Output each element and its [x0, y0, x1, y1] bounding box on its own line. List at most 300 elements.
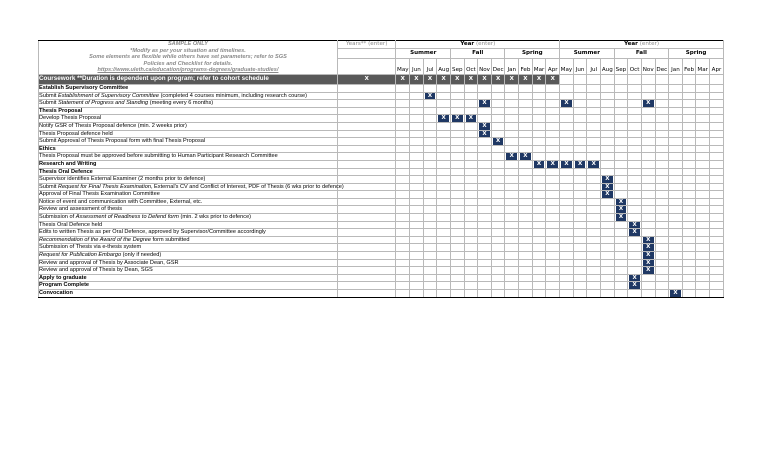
task-month-cell[interactable]: [546, 138, 560, 146]
task-month-cell[interactable]: [669, 259, 683, 267]
task-month-cell[interactable]: [696, 183, 710, 191]
task-month-cell[interactable]: [464, 130, 478, 138]
task-month-cell[interactable]: [437, 138, 451, 146]
task-month-cell[interactable]: [587, 191, 601, 199]
task-month-cell[interactable]: [491, 206, 505, 214]
task-month-cell[interactable]: [614, 259, 628, 267]
task-month-cell[interactable]: [560, 92, 574, 100]
task-month-cell[interactable]: [560, 259, 574, 267]
coursework-month-cell[interactable]: [601, 74, 615, 84]
task-month-cell[interactable]: [601, 290, 615, 298]
task-month-cell[interactable]: [464, 160, 478, 168]
task-years-cell[interactable]: [337, 92, 396, 100]
task-month-cell[interactable]: [532, 244, 546, 252]
task-month-cell[interactable]: [587, 100, 601, 108]
task-month-cell[interactable]: [696, 236, 710, 244]
task-month-cell[interactable]: [601, 84, 615, 92]
task-month-cell[interactable]: [464, 214, 478, 222]
task-month-cell[interactable]: [614, 84, 628, 92]
task-month-cell[interactable]: [478, 274, 492, 282]
task-month-cell[interactable]: [532, 160, 546, 168]
task-month-cell[interactable]: [655, 267, 669, 275]
task-month-cell[interactable]: [546, 107, 560, 115]
task-month-cell[interactable]: [628, 290, 642, 298]
task-month-cell[interactable]: [669, 191, 683, 199]
task-month-cell[interactable]: [669, 206, 683, 214]
task-month-cell[interactable]: [573, 191, 587, 199]
task-month-cell[interactable]: [573, 107, 587, 115]
task-month-cell[interactable]: [628, 138, 642, 146]
task-month-cell[interactable]: [628, 274, 642, 282]
task-month-cell[interactable]: [546, 153, 560, 161]
task-month-cell[interactable]: [532, 153, 546, 161]
task-years-cell[interactable]: [337, 145, 396, 153]
task-month-cell[interactable]: [478, 236, 492, 244]
task-month-cell[interactable]: [669, 107, 683, 115]
task-month-cell[interactable]: [628, 153, 642, 161]
task-month-cell[interactable]: [669, 92, 683, 100]
task-month-cell[interactable]: [614, 229, 628, 237]
task-month-cell[interactable]: [491, 145, 505, 153]
task-month-cell[interactable]: [437, 122, 451, 130]
task-month-cell[interactable]: [573, 84, 587, 92]
task-month-cell[interactable]: [423, 191, 437, 199]
task-month-cell[interactable]: [573, 252, 587, 260]
task-month-cell[interactable]: [410, 160, 424, 168]
task-month-cell[interactable]: [573, 160, 587, 168]
task-month-cell[interactable]: [464, 221, 478, 229]
task-month-cell[interactable]: [505, 252, 519, 260]
coursework-month-cell[interactable]: [505, 74, 519, 84]
task-month-cell[interactable]: [614, 290, 628, 298]
task-month-cell[interactable]: [641, 84, 655, 92]
task-month-cell[interactable]: [573, 221, 587, 229]
task-month-cell[interactable]: [450, 267, 464, 275]
task-month-cell[interactable]: [587, 198, 601, 206]
task-month-cell[interactable]: [682, 115, 696, 123]
task-month-cell[interactable]: [437, 84, 451, 92]
task-month-cell[interactable]: [396, 153, 410, 161]
task-month-cell[interactable]: [437, 282, 451, 290]
coursework-month-cell[interactable]: [587, 74, 601, 84]
task-month-cell[interactable]: [437, 252, 451, 260]
task-month-cell[interactable]: [450, 176, 464, 184]
task-month-cell[interactable]: [491, 198, 505, 206]
task-month-cell[interactable]: [423, 115, 437, 123]
task-month-cell[interactable]: [423, 229, 437, 237]
task-month-cell[interactable]: [478, 290, 492, 298]
task-month-cell[interactable]: [478, 107, 492, 115]
task-month-cell[interactable]: [450, 290, 464, 298]
task-month-cell[interactable]: [710, 221, 724, 229]
task-month-cell[interactable]: [505, 122, 519, 130]
task-month-cell[interactable]: [450, 122, 464, 130]
task-month-cell[interactable]: [628, 122, 642, 130]
task-month-cell[interactable]: [532, 115, 546, 123]
task-month-cell[interactable]: [437, 176, 451, 184]
task-month-cell[interactable]: [573, 236, 587, 244]
task-month-cell[interactable]: [601, 138, 615, 146]
task-month-cell[interactable]: [546, 84, 560, 92]
task-month-cell[interactable]: [491, 100, 505, 108]
task-month-cell[interactable]: [437, 229, 451, 237]
task-month-cell[interactable]: [682, 198, 696, 206]
task-month-cell[interactable]: [491, 122, 505, 130]
task-month-cell[interactable]: [396, 183, 410, 191]
task-month-cell[interactable]: [410, 282, 424, 290]
task-month-cell[interactable]: [423, 160, 437, 168]
task-month-cell[interactable]: [655, 122, 669, 130]
task-month-cell[interactable]: [710, 259, 724, 267]
task-month-cell[interactable]: [546, 214, 560, 222]
task-month-cell[interactable]: [546, 259, 560, 267]
task-month-cell[interactable]: [478, 214, 492, 222]
task-month-cell[interactable]: [682, 145, 696, 153]
task-month-cell[interactable]: [682, 153, 696, 161]
coursework-month-cell[interactable]: [491, 74, 505, 84]
task-month-cell[interactable]: [505, 236, 519, 244]
task-month-cell[interactable]: [423, 122, 437, 130]
task-month-cell[interactable]: [655, 198, 669, 206]
task-month-cell[interactable]: [587, 244, 601, 252]
task-month-cell[interactable]: [410, 122, 424, 130]
task-month-cell[interactable]: [696, 252, 710, 260]
task-month-cell[interactable]: [546, 145, 560, 153]
task-month-cell[interactable]: [450, 153, 464, 161]
task-month-cell[interactable]: [410, 206, 424, 214]
task-month-cell[interactable]: [669, 115, 683, 123]
task-month-cell[interactable]: [696, 244, 710, 252]
task-month-cell[interactable]: [641, 183, 655, 191]
task-month-cell[interactable]: [587, 290, 601, 298]
task-month-cell[interactable]: [560, 191, 574, 199]
task-month-cell[interactable]: [519, 214, 533, 222]
task-month-cell[interactable]: [641, 130, 655, 138]
task-month-cell[interactable]: [423, 100, 437, 108]
task-month-cell[interactable]: [423, 198, 437, 206]
task-month-cell[interactable]: [450, 191, 464, 199]
task-month-cell[interactable]: [573, 138, 587, 146]
task-month-cell[interactable]: [464, 84, 478, 92]
task-month-cell[interactable]: [655, 100, 669, 108]
task-month-cell[interactable]: [587, 122, 601, 130]
task-month-cell[interactable]: [573, 259, 587, 267]
task-month-cell[interactable]: [669, 267, 683, 275]
task-month-cell[interactable]: [587, 221, 601, 229]
task-month-cell[interactable]: [587, 183, 601, 191]
task-month-cell[interactable]: [641, 214, 655, 222]
task-month-cell[interactable]: [573, 130, 587, 138]
task-month-cell[interactable]: [532, 267, 546, 275]
task-month-cell[interactable]: [628, 191, 642, 199]
task-month-cell[interactable]: [519, 122, 533, 130]
task-month-cell[interactable]: [464, 198, 478, 206]
task-month-cell[interactable]: [710, 115, 724, 123]
task-month-cell[interactable]: [560, 100, 574, 108]
task-month-cell[interactable]: [396, 122, 410, 130]
task-month-cell[interactable]: [628, 176, 642, 184]
task-month-cell[interactable]: [532, 138, 546, 146]
task-month-cell[interactable]: [682, 206, 696, 214]
task-month-cell[interactable]: [423, 214, 437, 222]
task-month-cell[interactable]: [450, 244, 464, 252]
task-month-cell[interactable]: [682, 183, 696, 191]
task-month-cell[interactable]: [491, 138, 505, 146]
task-month-cell[interactable]: [478, 206, 492, 214]
task-month-cell[interactable]: [669, 198, 683, 206]
task-month-cell[interactable]: [478, 122, 492, 130]
task-month-cell[interactable]: [655, 130, 669, 138]
task-years-cell[interactable]: [337, 274, 396, 282]
task-month-cell[interactable]: [669, 130, 683, 138]
task-month-cell[interactable]: [587, 160, 601, 168]
task-month-cell[interactable]: [587, 229, 601, 237]
task-month-cell[interactable]: [641, 153, 655, 161]
task-month-cell[interactable]: [682, 168, 696, 176]
task-month-cell[interactable]: [682, 84, 696, 92]
task-month-cell[interactable]: [696, 198, 710, 206]
task-month-cell[interactable]: [696, 100, 710, 108]
task-month-cell[interactable]: [505, 130, 519, 138]
task-month-cell[interactable]: [491, 236, 505, 244]
task-month-cell[interactable]: [519, 100, 533, 108]
task-month-cell[interactable]: [437, 153, 451, 161]
task-month-cell[interactable]: [478, 92, 492, 100]
task-month-cell[interactable]: [601, 252, 615, 260]
task-month-cell[interactable]: [669, 122, 683, 130]
coursework-month-cell[interactable]: [669, 74, 683, 84]
task-month-cell[interactable]: [396, 145, 410, 153]
task-month-cell[interactable]: [450, 236, 464, 244]
task-month-cell[interactable]: [478, 115, 492, 123]
task-years-cell[interactable]: [337, 259, 396, 267]
task-month-cell[interactable]: [546, 191, 560, 199]
task-month-cell[interactable]: [682, 176, 696, 184]
task-month-cell[interactable]: [628, 214, 642, 222]
task-month-cell[interactable]: [682, 130, 696, 138]
task-month-cell[interactable]: [601, 214, 615, 222]
task-month-cell[interactable]: [396, 259, 410, 267]
task-month-cell[interactable]: [710, 282, 724, 290]
task-month-cell[interactable]: [601, 229, 615, 237]
task-month-cell[interactable]: [587, 145, 601, 153]
task-month-cell[interactable]: [450, 138, 464, 146]
task-month-cell[interactable]: [710, 107, 724, 115]
task-month-cell[interactable]: [519, 206, 533, 214]
task-years-cell[interactable]: [337, 229, 396, 237]
task-month-cell[interactable]: [710, 267, 724, 275]
task-month-cell[interactable]: [601, 115, 615, 123]
task-month-cell[interactable]: [464, 145, 478, 153]
task-month-cell[interactable]: [628, 259, 642, 267]
task-month-cell[interactable]: [655, 221, 669, 229]
task-month-cell[interactable]: [587, 153, 601, 161]
task-month-cell[interactable]: [450, 130, 464, 138]
task-month-cell[interactable]: [491, 168, 505, 176]
task-month-cell[interactable]: [628, 221, 642, 229]
task-month-cell[interactable]: [519, 267, 533, 275]
task-month-cell[interactable]: [655, 236, 669, 244]
task-month-cell[interactable]: [396, 229, 410, 237]
task-month-cell[interactable]: [491, 221, 505, 229]
task-month-cell[interactable]: [560, 282, 574, 290]
task-month-cell[interactable]: [437, 267, 451, 275]
task-month-cell[interactable]: [478, 160, 492, 168]
task-month-cell[interactable]: [614, 138, 628, 146]
task-month-cell[interactable]: [601, 107, 615, 115]
task-month-cell[interactable]: [478, 100, 492, 108]
task-month-cell[interactable]: [532, 290, 546, 298]
task-month-cell[interactable]: [532, 206, 546, 214]
task-month-cell[interactable]: [478, 221, 492, 229]
task-month-cell[interactable]: [410, 176, 424, 184]
task-month-cell[interactable]: [423, 107, 437, 115]
task-month-cell[interactable]: [628, 244, 642, 252]
task-month-cell[interactable]: [710, 153, 724, 161]
task-month-cell[interactable]: [696, 145, 710, 153]
task-month-cell[interactable]: [587, 130, 601, 138]
task-month-cell[interactable]: [587, 138, 601, 146]
task-month-cell[interactable]: [478, 244, 492, 252]
task-month-cell[interactable]: [532, 84, 546, 92]
task-month-cell[interactable]: [437, 214, 451, 222]
task-month-cell[interactable]: [532, 107, 546, 115]
task-month-cell[interactable]: [655, 115, 669, 123]
task-month-cell[interactable]: [573, 100, 587, 108]
task-month-cell[interactable]: [437, 160, 451, 168]
task-month-cell[interactable]: [423, 221, 437, 229]
task-month-cell[interactable]: [655, 282, 669, 290]
task-month-cell[interactable]: [410, 115, 424, 123]
task-month-cell[interactable]: [491, 130, 505, 138]
task-month-cell[interactable]: [396, 84, 410, 92]
task-month-cell[interactable]: [437, 290, 451, 298]
task-month-cell[interactable]: [614, 176, 628, 184]
task-month-cell[interactable]: [450, 84, 464, 92]
task-month-cell[interactable]: [519, 236, 533, 244]
task-month-cell[interactable]: [546, 92, 560, 100]
task-month-cell[interactable]: [614, 145, 628, 153]
task-month-cell[interactable]: [410, 84, 424, 92]
task-month-cell[interactable]: [505, 282, 519, 290]
task-years-cell[interactable]: [337, 160, 396, 168]
task-month-cell[interactable]: [682, 252, 696, 260]
task-month-cell[interactable]: [601, 282, 615, 290]
task-years-cell[interactable]: [337, 290, 396, 298]
task-month-cell[interactable]: [628, 100, 642, 108]
task-month-cell[interactable]: [410, 244, 424, 252]
task-month-cell[interactable]: [519, 252, 533, 260]
task-month-cell[interactable]: [628, 84, 642, 92]
task-month-cell[interactable]: [410, 138, 424, 146]
coursework-month-cell[interactable]: [710, 74, 724, 84]
task-month-cell[interactable]: [655, 84, 669, 92]
task-month-cell[interactable]: [437, 130, 451, 138]
task-month-cell[interactable]: [601, 176, 615, 184]
task-month-cell[interactable]: [505, 160, 519, 168]
task-month-cell[interactable]: [546, 244, 560, 252]
task-month-cell[interactable]: [478, 252, 492, 260]
task-month-cell[interactable]: [560, 229, 574, 237]
task-month-cell[interactable]: [423, 183, 437, 191]
task-month-cell[interactable]: [587, 274, 601, 282]
task-month-cell[interactable]: [655, 92, 669, 100]
task-month-cell[interactable]: [710, 229, 724, 237]
task-years-cell[interactable]: [337, 252, 396, 260]
task-month-cell[interactable]: [450, 198, 464, 206]
task-month-cell[interactable]: [478, 282, 492, 290]
task-month-cell[interactable]: [491, 84, 505, 92]
task-month-cell[interactable]: [532, 274, 546, 282]
task-month-cell[interactable]: [450, 100, 464, 108]
task-month-cell[interactable]: [410, 259, 424, 267]
task-month-cell[interactable]: [464, 168, 478, 176]
task-month-cell[interactable]: [505, 168, 519, 176]
task-month-cell[interactable]: [464, 153, 478, 161]
task-month-cell[interactable]: [478, 183, 492, 191]
task-month-cell[interactable]: [560, 198, 574, 206]
task-month-cell[interactable]: [614, 282, 628, 290]
task-month-cell[interactable]: [532, 183, 546, 191]
task-month-cell[interactable]: [573, 290, 587, 298]
task-month-cell[interactable]: [655, 229, 669, 237]
task-month-cell[interactable]: [682, 122, 696, 130]
task-month-cell[interactable]: [641, 100, 655, 108]
task-month-cell[interactable]: [696, 138, 710, 146]
task-month-cell[interactable]: [641, 244, 655, 252]
task-month-cell[interactable]: [669, 153, 683, 161]
task-month-cell[interactable]: [532, 214, 546, 222]
task-years-cell[interactable]: [337, 84, 396, 92]
task-month-cell[interactable]: [710, 145, 724, 153]
task-month-cell[interactable]: [682, 244, 696, 252]
task-month-cell[interactable]: [641, 282, 655, 290]
task-month-cell[interactable]: [464, 282, 478, 290]
task-month-cell[interactable]: [532, 236, 546, 244]
task-month-cell[interactable]: [423, 274, 437, 282]
task-month-cell[interactable]: [573, 176, 587, 184]
task-month-cell[interactable]: [396, 282, 410, 290]
task-month-cell[interactable]: [601, 206, 615, 214]
task-month-cell[interactable]: [410, 191, 424, 199]
task-month-cell[interactable]: [532, 145, 546, 153]
coursework-month-cell[interactable]: [682, 74, 696, 84]
task-month-cell[interactable]: [696, 282, 710, 290]
task-month-cell[interactable]: [532, 168, 546, 176]
task-month-cell[interactable]: [696, 229, 710, 237]
task-month-cell[interactable]: [601, 130, 615, 138]
task-month-cell[interactable]: [423, 244, 437, 252]
task-month-cell[interactable]: [423, 84, 437, 92]
task-month-cell[interactable]: [464, 115, 478, 123]
task-month-cell[interactable]: [601, 183, 615, 191]
task-month-cell[interactable]: [614, 252, 628, 260]
task-month-cell[interactable]: [519, 115, 533, 123]
task-month-cell[interactable]: [491, 252, 505, 260]
task-month-cell[interactable]: [641, 138, 655, 146]
task-month-cell[interactable]: [519, 198, 533, 206]
task-month-cell[interactable]: [519, 168, 533, 176]
task-month-cell[interactable]: [519, 290, 533, 298]
task-month-cell[interactable]: [464, 229, 478, 237]
task-month-cell[interactable]: [491, 176, 505, 184]
task-years-cell[interactable]: [337, 221, 396, 229]
task-month-cell[interactable]: [560, 267, 574, 275]
task-month-cell[interactable]: [669, 160, 683, 168]
task-month-cell[interactable]: [710, 160, 724, 168]
task-month-cell[interactable]: [614, 214, 628, 222]
task-month-cell[interactable]: [601, 168, 615, 176]
